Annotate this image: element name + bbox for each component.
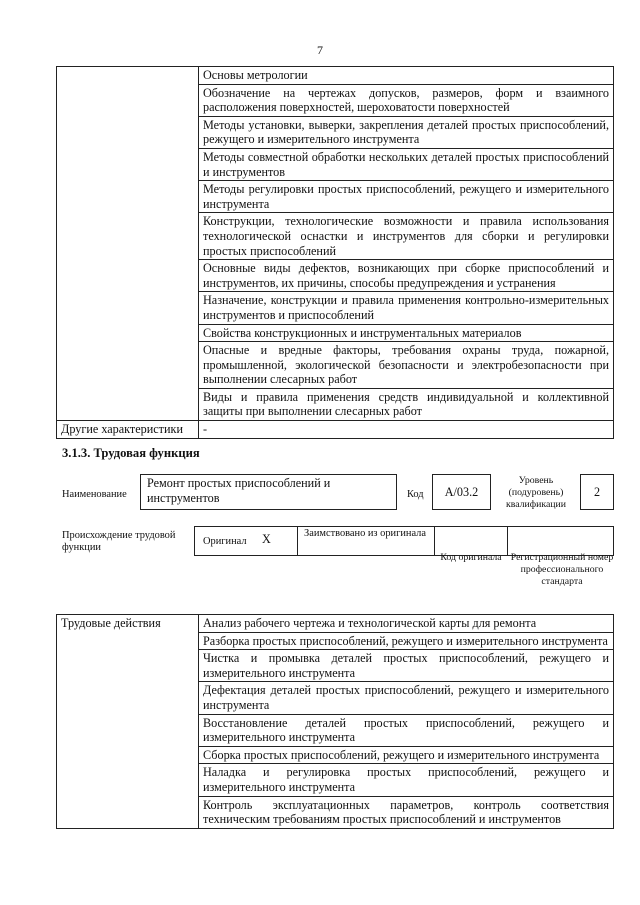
origin-label: Происхождение трудовой функции <box>62 530 176 553</box>
knowledge-item: Основы метрологии <box>199 67 614 85</box>
level-label: Уровень (подуровень) квалификации <box>505 475 567 510</box>
knowledge-item: Назначение, конструкции и правила применения контрольно-измерительных инструментов и приспособлений <box>199 292 614 324</box>
table-row <box>57 421 614 439</box>
code-box <box>432 474 491 510</box>
category-cell <box>57 67 199 421</box>
name-label: Наименование <box>62 489 127 500</box>
actions-table <box>56 614 614 829</box>
action-item: Восстановление деталей простых приспособлений, режущего и измерительного инструмента <box>199 714 614 746</box>
knowledge-item: Конструкции, технологические возможности и правила использования технологической оснастки и инструментов для сборки и регулировки простых приспособлений <box>199 213 614 260</box>
code-label: Код <box>407 489 424 500</box>
actions-label: Трудовые действия <box>57 615 199 829</box>
knowledge-item: Методы совместной обработки нескольких деталей простых приспособлений и инструментов <box>199 148 614 180</box>
knowledge-item: Опасные и вредные факторы, требования охраны труда, пожарной, промышленной, экологической безопасности и электробезопасности при выполнении слесарных работ <box>199 342 614 389</box>
level-value: 2 <box>593 485 601 499</box>
reg-number-label: Регистрационный номер профессионального стандарта <box>510 552 614 587</box>
function-name-value: Ремонт простых приспособлений и инструментов <box>147 476 331 505</box>
table-row <box>57 67 614 85</box>
function-name-box <box>140 474 397 510</box>
original-mark: X <box>262 532 271 546</box>
knowledge-item: Методы установки, выверки, закрепления деталей простых приспособлений, режущего и измерительного инструмента <box>199 116 614 148</box>
page-number: 7 <box>317 43 323 57</box>
borrowed-label: Заимствовано из оригинала <box>304 528 426 539</box>
level-box <box>580 474 614 510</box>
other-value: - <box>199 421 614 439</box>
table-row <box>57 615 614 633</box>
knowledge-item: Методы регулировки простых приспособлений, режущего и измерительного инструмента <box>199 181 614 213</box>
other-label: Другие характеристики <box>57 421 199 439</box>
action-item: Контроль эксплуатационных параметров, контроль соответствия техническим требованиям простых приспособлений и инструментов <box>199 796 614 828</box>
action-item: Анализ рабочего чертежа и технологической карты для ремонта <box>199 615 614 633</box>
section-header: 3.1.3. Трудовая функция <box>62 446 200 460</box>
action-item: Разборка простых приспособлений, режущего и измерительного инструмента <box>199 632 614 650</box>
knowledge-item: Обозначение на чертежах допусков, размеров, форм и взаимного расположения поверхностей, шероховатости поверхностей <box>199 84 614 116</box>
action-item: Сборка простых приспособлений, режущего и измерительного инструмента <box>199 746 614 764</box>
action-item: Дефектация деталей простых приспособлений, режущего и измерительного инструмента <box>199 682 614 714</box>
knowledge-item: Основные виды дефектов, возникающих при сборке приспособлений и инструментов, их причины, способы предупреждения и устранения <box>199 260 614 292</box>
action-item: Чистка и промывка деталей простых приспособлений, режущего и измерительного инструмента <box>199 650 614 682</box>
action-item: Наладка и регулировка простых приспособлений, режущего и измерительного инструмента <box>199 764 614 796</box>
knowledge-item: Свойства конструкционных и инструментальных материалов <box>199 324 614 342</box>
knowledge-item: Виды и правила применения средств индивидуальной и коллективной защиты при выполнении слесарных работ <box>199 388 614 420</box>
code-original-label: Код оригинала <box>440 552 502 563</box>
code-value: А/03.2 <box>444 485 479 499</box>
knowledge-table <box>56 66 614 439</box>
original-label: Оригинал <box>203 536 247 547</box>
